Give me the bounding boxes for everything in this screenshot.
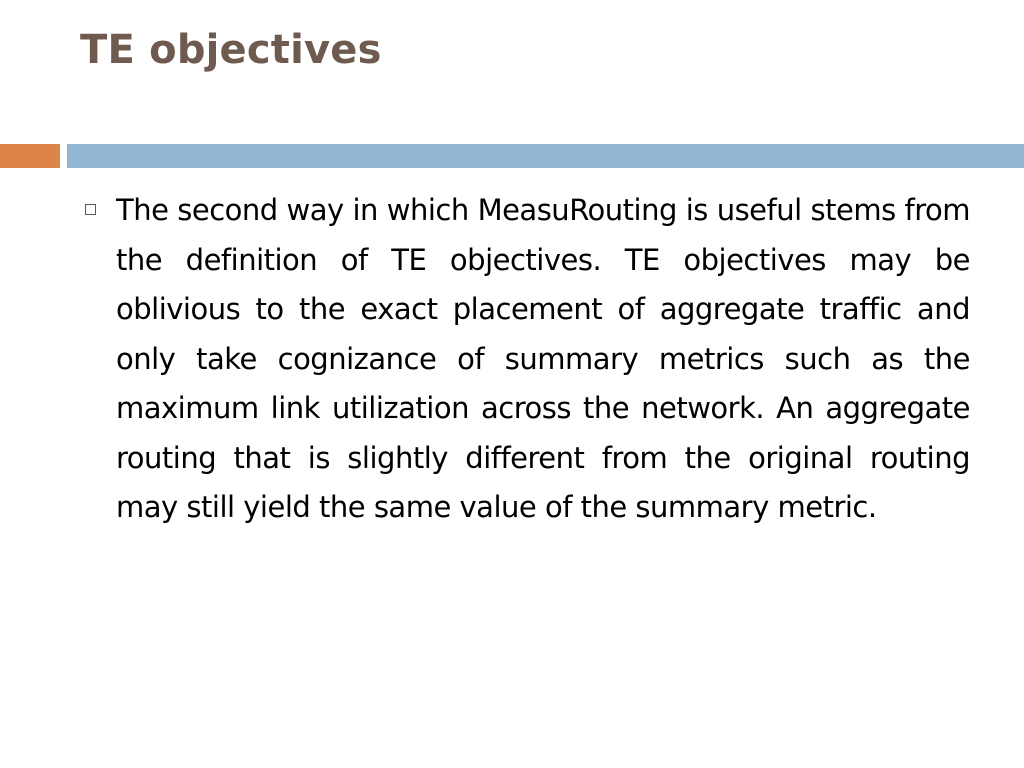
slide-title: TE objectives [80, 27, 382, 73]
square-bullet-icon [85, 204, 96, 215]
bullet-text: The second way in which MeasuRouting is useful stems from the definition of TE objectives. TE objectives may be oblivious to the exact placement of aggregate traffic and only take cognizance of summary metrics such as the maximum link utilization across the network. An aggregate routing that is slightly different from the original routing may still yield the same value of the summary metric. [116, 193, 970, 524]
bullet-item [80, 186, 970, 533]
slide-body [80, 186, 970, 533]
accent-bar-orange [0, 144, 60, 168]
accent-bar-blue [67, 144, 1024, 168]
